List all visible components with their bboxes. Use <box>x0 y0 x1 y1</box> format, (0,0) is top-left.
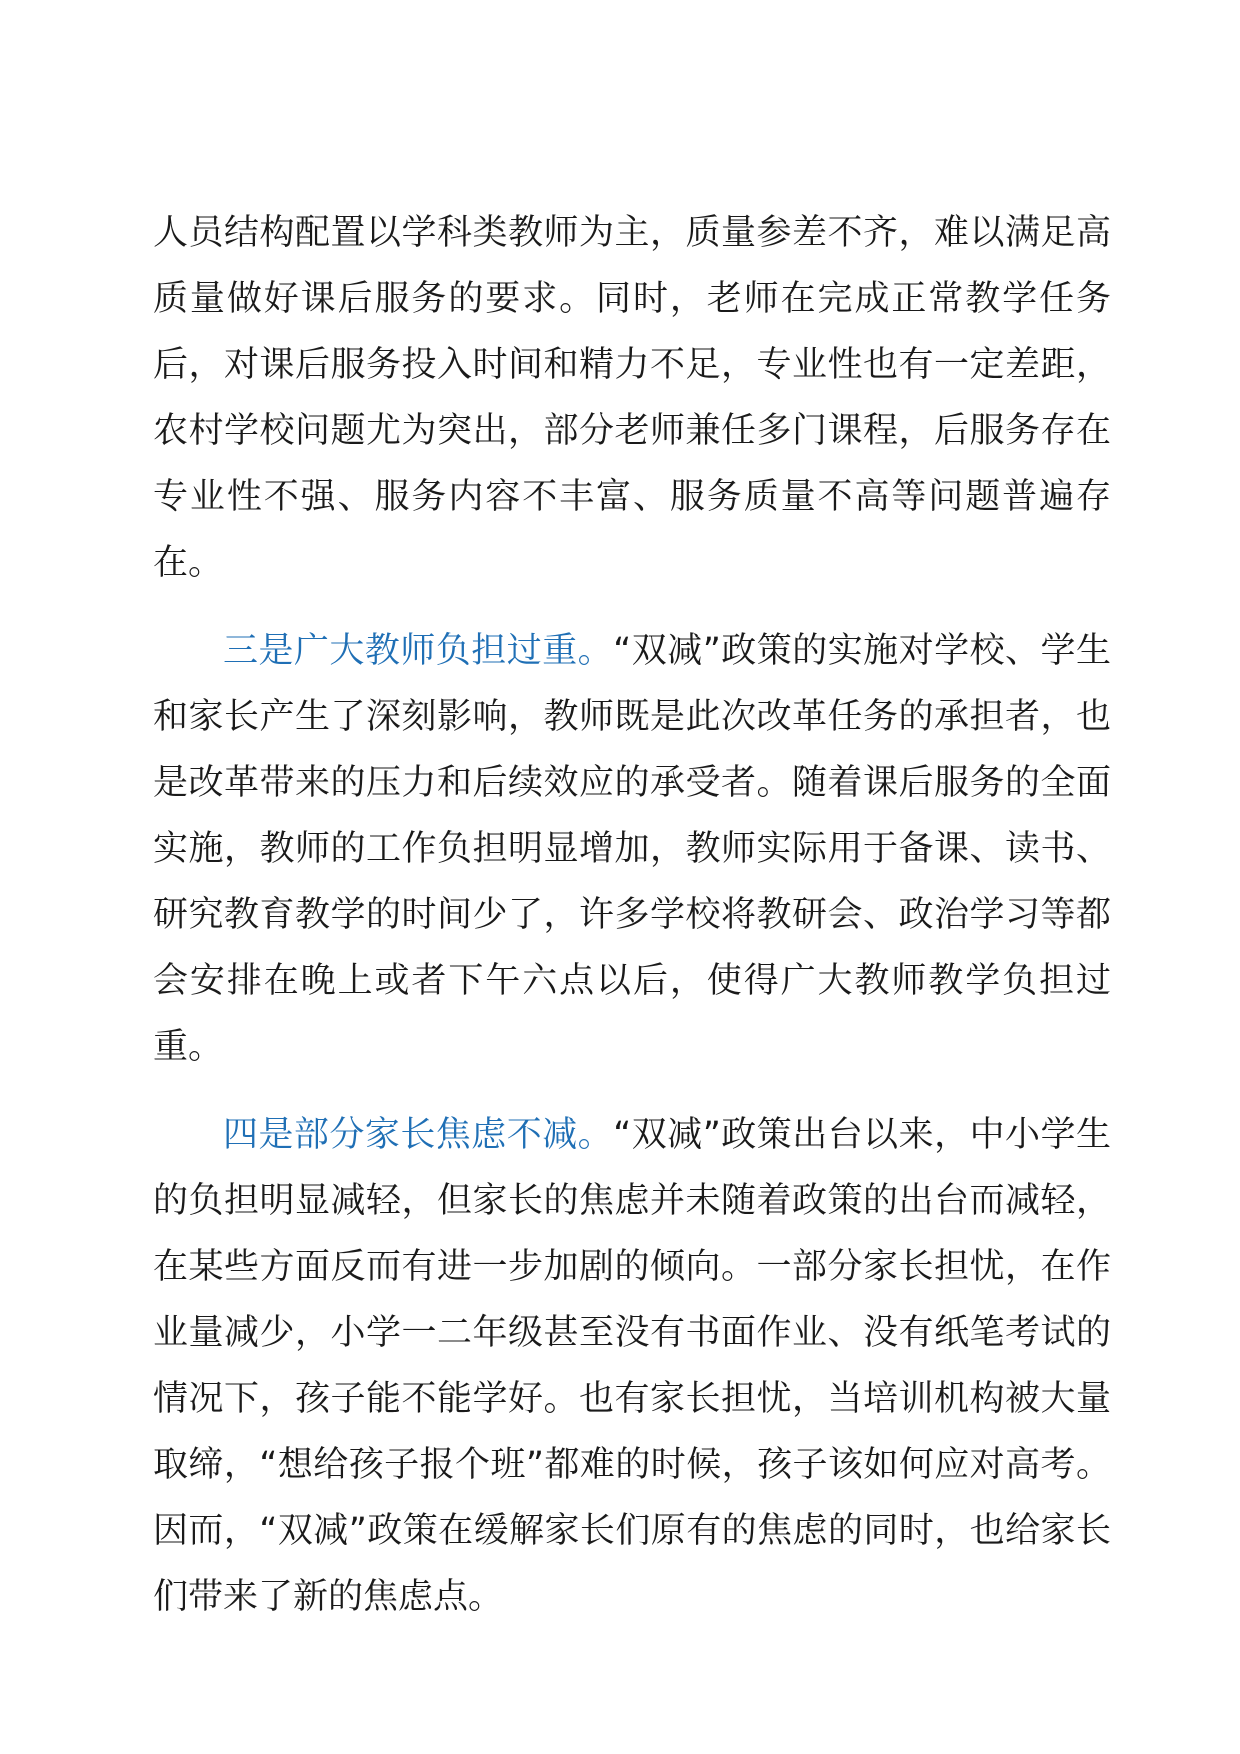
paragraph-3-lead: 四是部分家长焦虑不减。 <box>223 1115 614 1155</box>
paragraph-1-text: 人员结构配置以学科类教师为主，质量参差不齐，难以满足高质量做好课后服务的要求。同时，老师在完成正常教学任务后，对课后服务投入时间和精力不足，专业性也有一定差距，农村学校问题尤为突出，部分老师兼任多门课程，后服务存在专业性不强、服务内容不丰富、服务质量不高等问题普遍存在。 <box>153 213 1111 583</box>
paragraph-3-text: “双减”政策出台以来，中小学生的负担明显减轻，但家长的焦虑并未随着政策的出台而减轻，在某些方面反而有进一步加剧的倾向。一部分家长担忧，在作业量减少，小学一二年级甚至没有书面作业、没有纸笔考试的情况下，孩子能不能学好。也有家长担忧，当培训机构被大量取缔，“想给孩子报个班”都难的时候，孩子该如何应对高考。因而，“双减”政策在缓解家长们原有的焦虑的同时，也给家长们带来了新的焦虑点。 <box>153 1115 1111 1617</box>
paragraph-2 <box>153 618 1111 1080</box>
document-body <box>153 200 1111 1652</box>
paragraph-3 <box>153 1102 1111 1630</box>
paragraph-1 <box>153 200 1111 596</box>
paragraph-2-text: “双减”政策的实施对学校、学生和家长产生了深刻影响，教师既是此次改革任务的承担者，也是改革带来的压力和后续效应的承受者。随着课后服务的全面实施，教师的工作负担明显增加，教师实际用于备课、读书、研究教育教学的时间少了，许多学校将教研会、政治学习等都会安排在晚上或者下午六点以后，使得广大教师教学负担过重。 <box>153 631 1111 1067</box>
paragraph-2-lead: 三是广大教师负担过重。 <box>223 631 614 671</box>
